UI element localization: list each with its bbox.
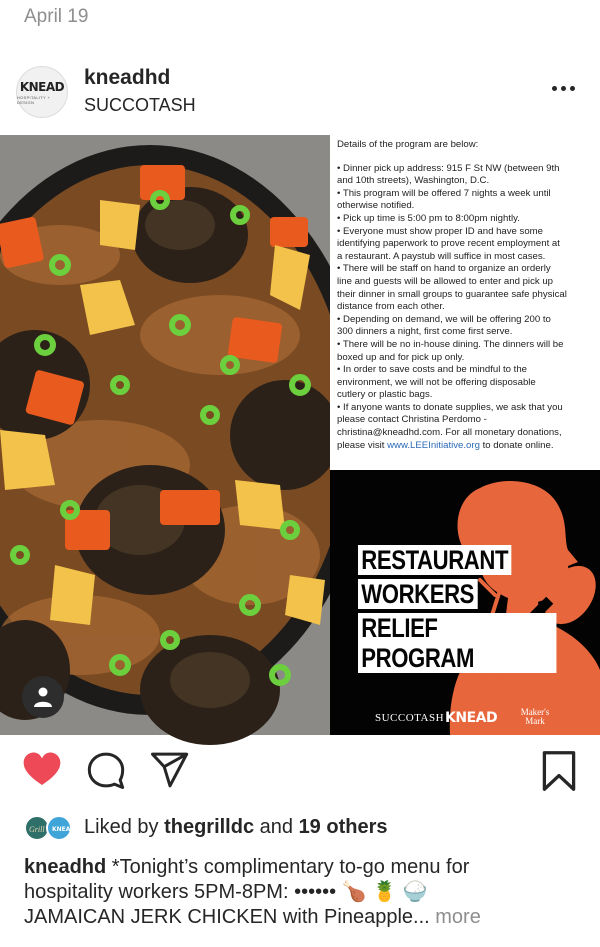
caption-more-link[interactable]: more xyxy=(429,906,481,928)
caption-line-1: *Tonight’s complimentary to-go menu for xyxy=(106,856,470,878)
profile-avatar[interactable] xyxy=(16,66,68,118)
post-location[interactable]: SUCCOTASH xyxy=(84,95,196,115)
comment-icon[interactable] xyxy=(86,750,126,795)
program-details-panel xyxy=(330,135,600,470)
liked-by-text[interactable] xyxy=(84,816,388,839)
post-caption xyxy=(24,855,580,930)
caption-line-2: hospitality workers 5PM-8PM: •••••• 🍗 🍍 🍚 xyxy=(24,881,428,903)
donate-link: www.LEEInitiative.org xyxy=(387,439,480,451)
likes-row xyxy=(24,812,584,844)
avatar-logo-subtext: HOSPITALITY + DESIGN xyxy=(17,94,50,105)
paper-plane-icon[interactable] xyxy=(150,750,190,795)
details-bullet: • This program will be offered 7 nights a week until otherwise notified. xyxy=(337,187,551,212)
jerk-chicken-skillet-illustration xyxy=(0,135,330,735)
relief-program-title xyxy=(358,545,600,677)
avatar-logo-text: KNEAD xyxy=(19,79,65,94)
bookmark-icon[interactable] xyxy=(540,750,578,797)
liked-by-middle: and xyxy=(254,816,299,838)
relief-title-line-3: RELIEF PROGRAM xyxy=(358,613,556,673)
liked-by-others[interactable]: 19 others xyxy=(298,816,388,838)
donate-text: • If anyone wants to donate supplies, we ask that you please contact Christina Perdomo - christina@kneadhd.com. For all monetary donations, please visit xyxy=(337,401,563,451)
sponsor-logos xyxy=(330,707,600,730)
more-options-icon[interactable] xyxy=(552,78,578,98)
knead-logo: KNEAD xyxy=(445,710,498,726)
details-heading: Details of the program are below: xyxy=(337,139,479,150)
caption-line-3: JAMAICAN JERK CHICKEN with Pineapple... xyxy=(24,906,430,928)
svg-text:Grill: Grill xyxy=(29,825,45,834)
food-photo xyxy=(0,135,330,735)
donate-suffix: to donate online. xyxy=(479,439,554,451)
caption-username[interactable]: kneadhd xyxy=(24,856,107,878)
post-actions-bar xyxy=(0,750,600,800)
post-image[interactable] xyxy=(0,135,600,735)
details-bullet: • There will be no in-house dining. The dinners will be boxed up and for pick up only. xyxy=(337,338,564,363)
details-bullet-donate xyxy=(337,402,594,452)
heart-icon[interactable] xyxy=(22,750,62,795)
relief-program-graphic xyxy=(330,470,600,735)
succotash-logo: SUCCOTASH xyxy=(375,712,445,724)
liker-avatar[interactable] xyxy=(46,815,76,841)
details-bullet: • Pick up time is 5:00 pm to 8:00pm nightly. xyxy=(337,212,520,224)
liked-by-user[interactable]: thegrilldc xyxy=(164,816,255,838)
svg-text:KNEAD: KNEAD xyxy=(52,826,76,833)
makers-mark-logo: Maker's Mark xyxy=(520,707,550,726)
post-username[interactable]: kneadhd xyxy=(84,66,171,89)
relief-title-line-2: WORKERS xyxy=(358,579,477,609)
relief-title-line-1: RESTAURANT xyxy=(358,545,511,575)
details-bullet: • Everyone must show proper ID and have some identifying paperwork to prove recent employment at a restaurant. A paystub will suffice in most cases. xyxy=(337,225,560,262)
details-bullet: • Dinner pick up address: 915 F St NW (between 9th and 10th streets), Washington, D.C. xyxy=(337,162,560,187)
tagged-user-icon[interactable] xyxy=(22,676,64,718)
post-header xyxy=(0,58,600,128)
liked-by-prefix: Liked by xyxy=(84,816,165,838)
post-date-top: April 19 xyxy=(24,6,89,27)
details-bullet: • There will be staff on hand to organize an orderly line and guests will be allowed to enter and pick up their dinner in small groups to guarantee safe physical distance from each other. xyxy=(337,263,567,313)
details-bullet: • Depending on demand, we will be offering 200 to 300 dinners a night, first come first serve. xyxy=(337,313,551,338)
details-bullet: • In order to save costs and be mindful to the environment, we will not be offering disposable cutlery or plastic bags. xyxy=(337,364,536,401)
